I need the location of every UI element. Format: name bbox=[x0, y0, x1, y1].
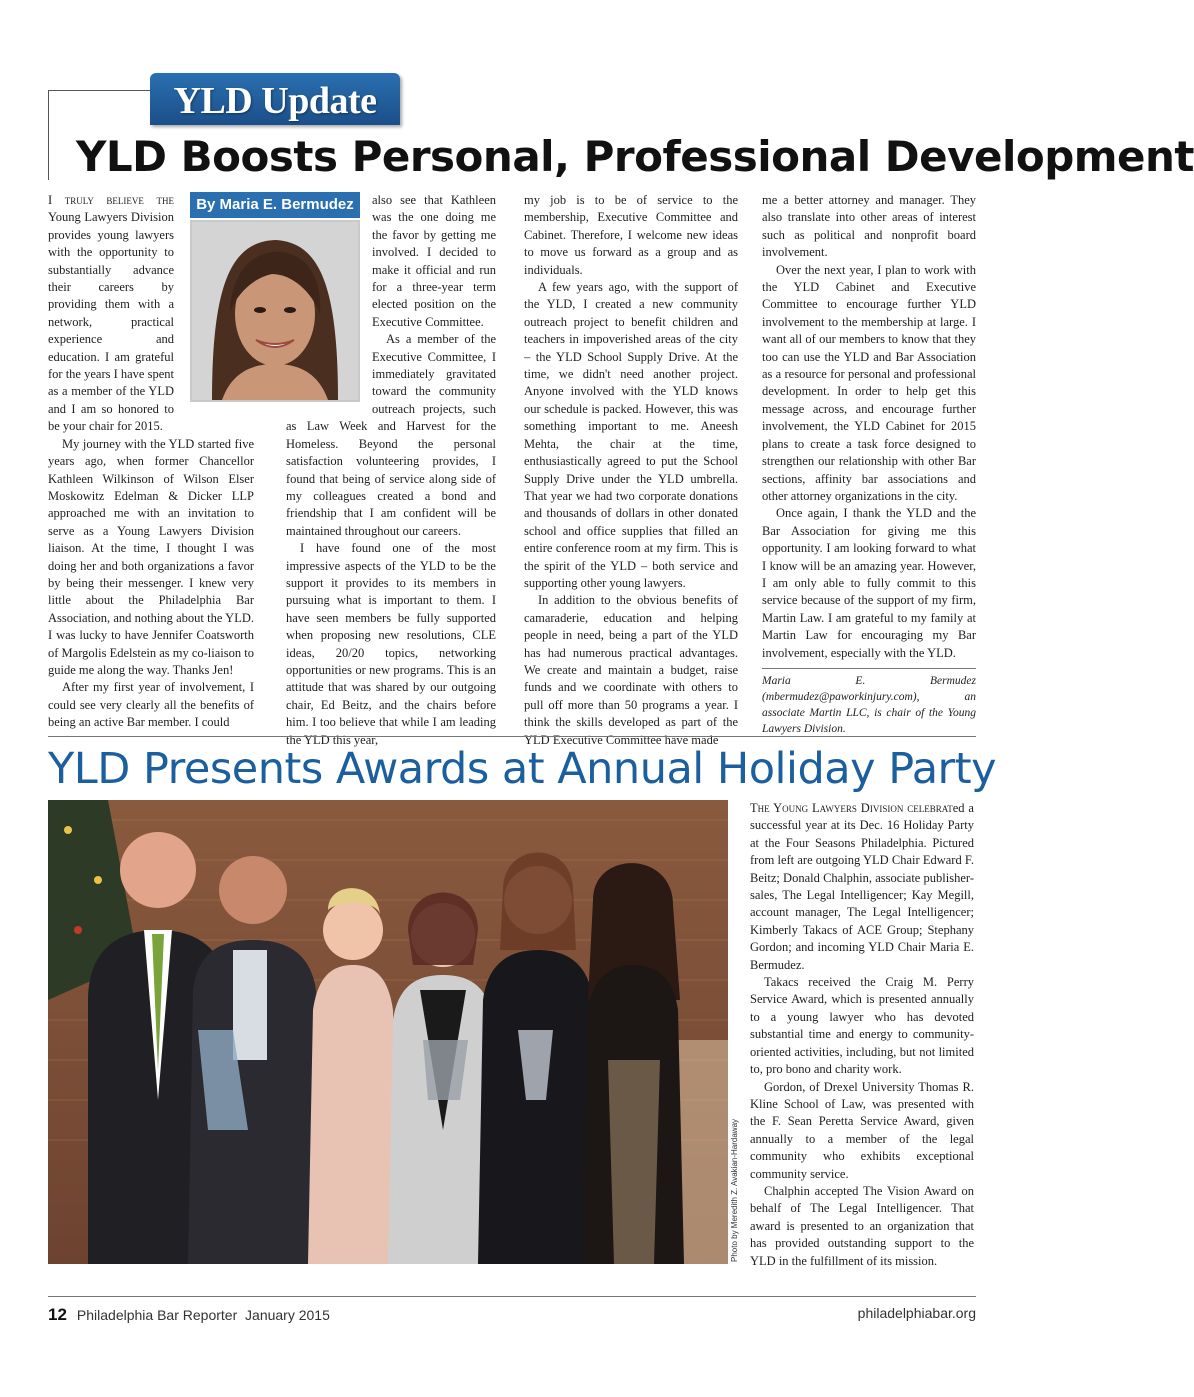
article-paragraph: Chalphin accepted The Vision Award on behalf of The Legal Intelligencer. That award is presented to an organization that has provided outstanding support to the YLD in the fulfillment of its mission. bbox=[750, 1183, 974, 1268]
section-rule bbox=[48, 90, 150, 91]
byline: By Maria E. Bermudez bbox=[190, 192, 360, 218]
section-rule-vertical bbox=[48, 90, 49, 180]
article-paragraph: In addition to the obvious benefits of camaraderie, education and helping people in need, being a part of the YLD has had numerous practical advantages. We create and maintain a budget, raise funds and we coordinate with others to pull off more than 50 programs a year. I think the skills developed as part of the YLD Executive Committee have made bbox=[524, 593, 738, 747]
article-column-4 bbox=[762, 192, 976, 737]
article-paragraph: The Young Lawyers Division celebrated a successful year at its Dec. 16 Holiday Party at the Four Seasons Philadelphia. Pictured from left are outgoing YLD Chair Edward F. Beitz; Donald Chalphin, associate publisher-sales, The Legal Intelligencer; Kay Megill, account manager, The Legal Intelligencer; Kimberly Takacs of ACE Group; Stephany Gordon; and incoming YLD Chair Maria E. Bermudez. bbox=[750, 801, 974, 972]
section-divider bbox=[48, 736, 976, 737]
issue-date: January 2015 bbox=[245, 1307, 330, 1323]
article-paragraph: my job is to be of service to the membership, Executive Committee and Cabinet. Therefore, I welcome new ideas to move us forward as a group and as individuals. bbox=[524, 193, 738, 277]
article2-text bbox=[750, 800, 974, 1270]
footer-rule bbox=[48, 1296, 976, 1297]
article-paragraph: also see that Kathleen was the one doing me the favor by getting me involved. I decided to make it official and run for a three-year term elected position on the Executive Committee. bbox=[372, 193, 496, 329]
article-paragraph: I truly believe the Young Lawyers Division provides young lawyers with the opportunity to substantially advance their careers by providing them with a network, practical experience and education. I am grateful for the years I have spent as a member of the YLD and I am so honored to be your chair for 2015. bbox=[48, 193, 174, 434]
article-paragraph: My journey with the YLD started five years ago, when former Chancellor Kathleen Wilkinson of Wilson Elser Moskowitz Edelman & Dicker LLP approached me with an invitation to serve as a Young Lawyers Division liaison. At the time, I thought I was doing her and both organizations a favor by being their messenger. I knew very little about the Philadelphia Bar Association, and nothing about the YLD. I was lucky to have Jennifer Coatsworth of Margolis Edelstein as my co-liaison to guide me along the way. Thanks Jen! bbox=[48, 436, 254, 677]
article-paragraph: Takacs received the Craig M. Perry Service Award, which is presented annually to a young lawyer who has devoted substantial time and energy to community-oriented activities, including, but not limited to, pro bono and charity work. bbox=[750, 975, 974, 1077]
article-paragraph: Once again, I thank the YLD and the Bar Association for giving me this opportunity. I am looking forward to what I know will be an amazing year. However, I am only able to fully commit to this service because of the support of my firm, Martin Law. I am grateful to my family at Martin Law for encouraging my Bar involvement, especially with the YLD. bbox=[762, 506, 976, 660]
publication-name: Philadelphia Bar Reporter bbox=[76, 1307, 238, 1323]
article-paragraph: me a better attorney and manager. They also translate into other areas of interest such as political and nonprofit board involvement. bbox=[762, 193, 976, 260]
article-paragraph: A few years ago, with the support of the YLD, I created a new community outreach project to benefit children and teachers in impoverished areas of the city – the YLD School Supply Drive. At the time, we didn't need another project. Anyone involved with the YLD knows our schedule is packed. However, this was something important to me. Aneesh Mehta, the chair at the time, enthusiastically agreed to put the School Supply Drive under the YLD umbrella. That year we had two corporate donations and thousands of dollars in other donated school and office supplies that filled an entire conference room at my firm. This is the spirit of the YLD – both service and supporting other young lawyers. bbox=[524, 280, 738, 590]
footer-website[interactable]: philadelphiabar.org bbox=[857, 1305, 976, 1321]
photo-credit: Photo by Meredith Z. Avakian-Hardaway bbox=[730, 1118, 739, 1262]
article-column-2 bbox=[286, 192, 496, 749]
article-paragraph: Over the next year, I plan to work with the YLD Cabinet and Executive Committee to encourage further YLD involvement to the membership at large. I want all of our members to know that they too can use the YLD and Bar Association as a resource for personal and professional development. In order to help get this message across, and encourage further involvement, the YLD Cabinet for 2015 plans to create a task force designed to strengthen our relationship with other Bar sections, affinity bar associations and other attorney organizations in the city. bbox=[762, 262, 976, 503]
article-column-3 bbox=[524, 192, 738, 749]
footer-left bbox=[48, 1305, 330, 1325]
author-credit: Maria E. Bermudez (mbermudez@paworkinjury.com), an associate Martin LLC, is chair of the Young Lawyers Division. bbox=[762, 674, 976, 735]
group-photo bbox=[48, 800, 728, 1264]
section-tab bbox=[150, 73, 400, 125]
article-paragraph: After my first year of involvement, I could see very clearly all the benefits of being an active Bar member. I could bbox=[48, 680, 254, 730]
article2-headline: YLD Presents Awards at Annual Holiday Party bbox=[48, 744, 997, 794]
article-headline: YLD Boosts Personal, Professional Development bbox=[76, 132, 1194, 181]
article-paragraph: Gordon, of Drexel University Thomas R. Kline School of Law, was presented with the F. Sean Peretta Service Award, given annually to a member of the legal community who exhibits exceptional community service. bbox=[750, 1079, 974, 1181]
article-paragraph: As a member of the Executive Committee, I immediately gravitated toward the community outreach projects, such as Law Week and Harvest for the Homeless. Beyond the personal satisfaction volunteering provides, I found that being of service along side of my colleagues created a bond and friendship that I am confident will be maintained throughout our careers. bbox=[286, 332, 496, 538]
page-number: 12 bbox=[48, 1305, 67, 1324]
article-paragraph: I have found one of the most impressive aspects of the YLD to be the support it provides to its members in pursuing what is important to them. I have seen members be fully supported when proposing new resolutions, CLE ideas, 20/20 topics, networking opportunities or new programs. This is an attitude that was shared by our outgoing chair, Ed Beitz, and the chairs before him. I too believe that while I am leading the YLD this year, bbox=[286, 541, 496, 747]
section-tab-label: YLD Update bbox=[173, 80, 377, 122]
